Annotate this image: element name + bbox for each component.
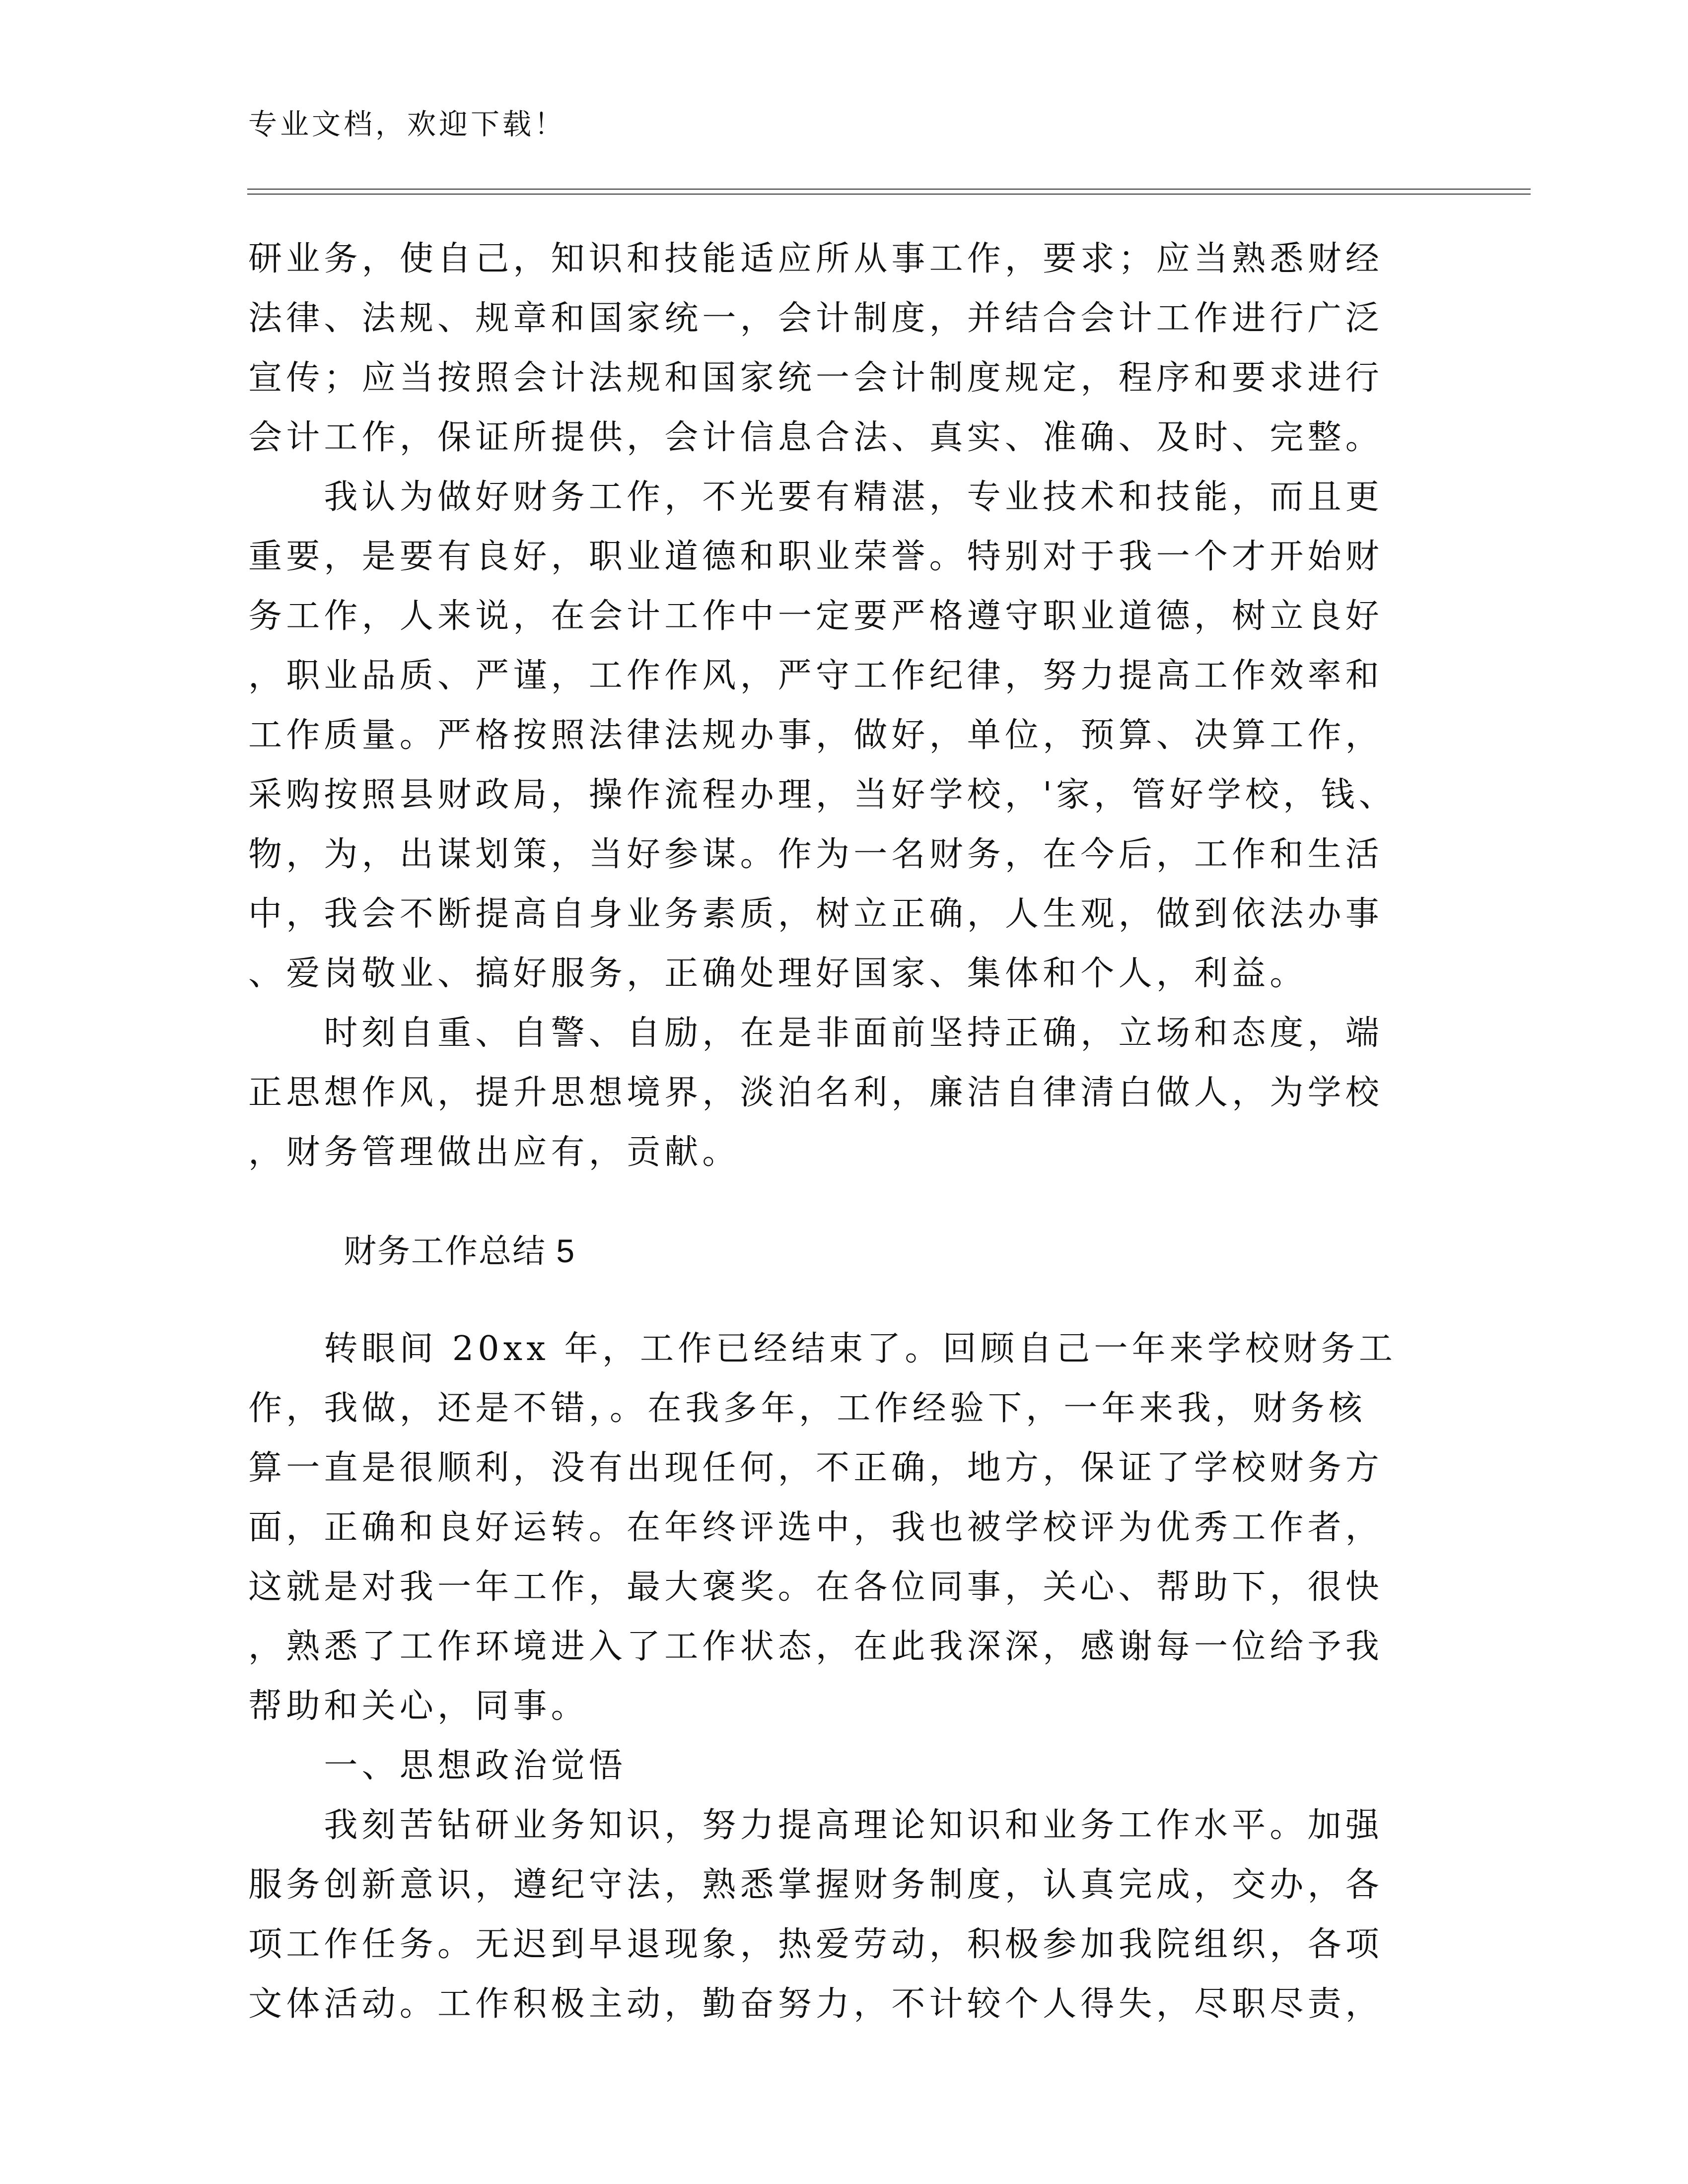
text-line: 、爱岗敬业、搞好服务，正确处理好国家、集体和个人，利益。: [248, 954, 1308, 993]
text-line: 物，为，出谋划策，当好参谋。作为一名财务，在今后，工作和生活: [248, 835, 1384, 874]
text-line: 我刻苦钻研业务知识，努力提高理论知识和业务工作水平。加强: [248, 1806, 1384, 1845]
paragraph: [248, 229, 1400, 468]
text-line: 宣传；应当按照会计法规和国家统一会计制度规定，程序和要求进行: [248, 358, 1384, 398]
text-line: 服务创新意识，遵纪守法，熟悉掌握财务制度，认真完成，交办，各: [248, 1865, 1384, 1905]
text-line: 项工作任务。无迟到早退现象，热爱劳动，积极参加我院组织，各项: [248, 1925, 1384, 1964]
text-line: 面，正确和良好运转。在年终评选中，我也被学校评为优秀工作者，: [248, 1508, 1384, 1547]
text-line: 时刻自重、自警、自励，在是非面前坚持正确，立场和态度，端: [248, 1014, 1384, 1053]
text-line: 这就是对我一年工作，最大褒奖。在各位同事，关心、帮助下，很快: [248, 1568, 1384, 1607]
text-line: 算一直是很顺利，没有出现任何，不正确，地方，保证了学校财务方: [248, 1448, 1384, 1488]
text-line: 法律、法规、规章和国家统一，会计制度，并结合会计工作进行广泛: [248, 299, 1384, 338]
section-heading: 财务工作总结 5: [344, 1232, 576, 1269]
text-line: 会计工作，保证所提供，会计信息合法、真实、准确、及时、完整。: [248, 418, 1384, 457]
paragraph: [248, 1004, 1400, 1182]
paragraph: [248, 468, 1400, 1004]
text-line: 作，我做，还是不错，。在我多年，工作经验下，一年来我，财务核: [248, 1389, 1367, 1428]
document-body: [248, 229, 1400, 2034]
header-rule-bottom: [247, 194, 1531, 195]
text-line: 文体活动。工作积极主动，勤奋努力，不计较个人得失，尽职尽责，: [248, 1984, 1384, 2024]
text-line: 帮助和关心，同事。: [248, 1687, 589, 1726]
text-line: 研业务，使自己，知识和技能适应所从事工作，要求；应当熟悉财经: [248, 239, 1384, 278]
text-line: ，职业品质、严谨，工作作风，严守工作纪律，努力提高工作效率和: [248, 656, 1384, 695]
text-line: ，财务管理做出应有，贡献。: [248, 1133, 740, 1172]
paragraph: [248, 1796, 1400, 2034]
text-line: 转眼间 20xx 年，工作已经结束了。回顾自己一年来学校财务工: [248, 1329, 1397, 1368]
text-line: 采购按照县财政局，操作流程办理，当好学校，'家，管好学校，钱、: [248, 775, 1397, 815]
header-rule-top: [247, 189, 1531, 190]
text-line: 工作质量。严格按照法律法规办事，做好，单位，预算、决算工作，: [248, 716, 1384, 755]
text-line: 重要，是要有良好，职业道德和职业荣誉。特别对于我一个才开始财: [248, 537, 1384, 576]
text-line: 一、思想政治觉悟: [248, 1746, 627, 1785]
text-line: 中，我会不断提高自身业务素质，树立正确，人生观，做到依法办事: [248, 894, 1384, 934]
text-line: ，熟悉了工作环境进入了工作状态，在此我深深，感谢每一位给予我: [248, 1627, 1384, 1666]
text-line: 正思想作风，提升思想境界，淡泊名利，廉洁自律清白做人，为学校: [248, 1073, 1384, 1112]
subheading: [248, 1736, 1400, 1796]
text-line: 我认为做好财务工作，不光要有精湛，专业技术和技能，而且更: [248, 478, 1384, 517]
page-header: 专业文档，欢迎下载！: [248, 107, 566, 141]
text-line: 务工作，人来说，在会计工作中一定要严格遵守职业道德，树立良好: [248, 597, 1384, 636]
paragraph: [248, 1319, 1400, 1736]
